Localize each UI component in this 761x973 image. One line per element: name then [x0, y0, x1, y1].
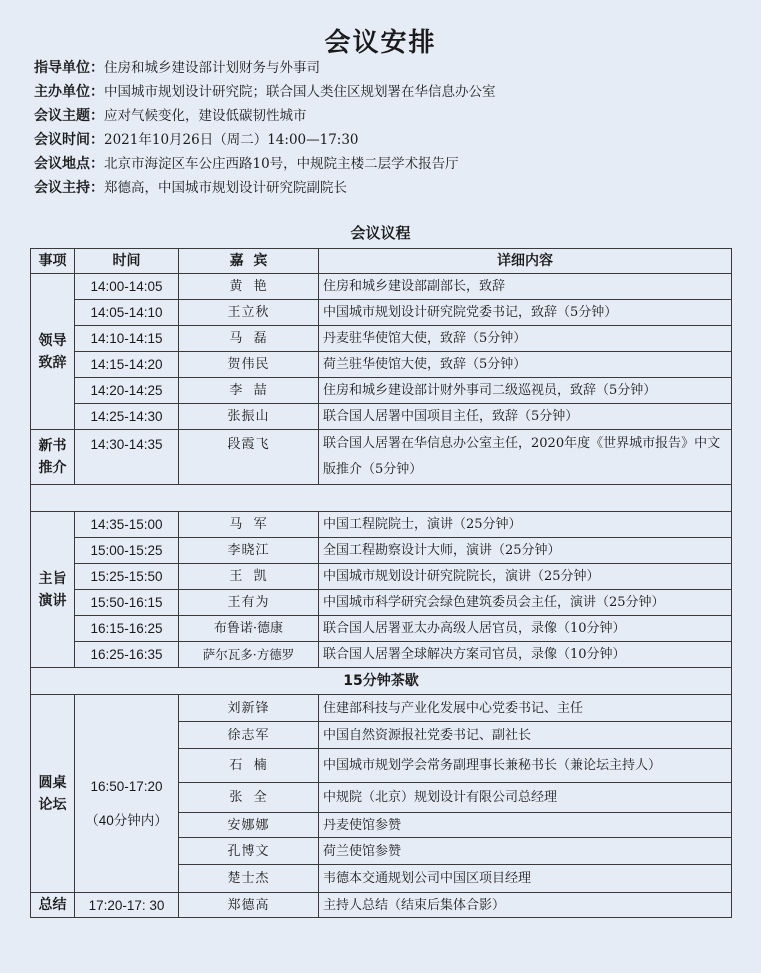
time-cell: 14:05-14:10 — [75, 300, 179, 326]
guest-cell: 马 军 — [179, 512, 319, 538]
table-row — [31, 326, 732, 352]
meta-value: 住房和城乡建设部计划财务与外事司 — [104, 60, 320, 76]
guest-cell: 孔博文 — [179, 838, 319, 865]
meta-label: 会议地点： — [34, 156, 104, 172]
detail-cell: 荷兰驻华使馆大使，致辞（5分钟） — [319, 352, 732, 378]
detail-cell: 全国工程勘察设计大师，演讲（25分钟） — [319, 538, 732, 564]
guest-cell: 刘新锋 — [179, 695, 319, 722]
guest-cell: 萨尔瓦多·方德罗 — [179, 642, 319, 668]
guest-cell: 楚士杰 — [179, 865, 319, 893]
guest-cell: 郑德高 — [179, 893, 319, 918]
meta-label: 会议时间： — [34, 132, 104, 148]
detail-cell: 韦德本交通规划公司中国区项目经理 — [319, 865, 732, 893]
detail-cell: 荷兰使馆参赞 — [319, 838, 732, 865]
time-cell: 15:25-15:50 — [75, 564, 179, 590]
meta-label: 主办单位： — [34, 84, 104, 100]
tea-break-label: 15分钟茶歇 — [31, 668, 732, 695]
roundtable-time-cell — [75, 695, 179, 893]
guest-cell: 李 喆 — [179, 378, 319, 404]
guest-cell: 王 凯 — [179, 564, 319, 590]
table-row — [31, 274, 732, 300]
detail-cell: 中国城市规划设计研究院党委书记，致辞（5分钟） — [319, 300, 732, 326]
table-row — [31, 352, 732, 378]
table-row — [31, 300, 732, 326]
time-cell: 15:00-15:25 — [75, 538, 179, 564]
guest-cell: 黄 艳 — [179, 274, 319, 300]
guest-cell: 李晓江 — [179, 538, 319, 564]
separator-cell — [31, 485, 732, 512]
category-summary: 总结 — [31, 893, 75, 918]
table-row — [31, 538, 732, 564]
time-cell: 14:30-14:35 — [75, 430, 179, 485]
table-row — [31, 512, 732, 538]
table-row — [31, 590, 732, 616]
category-keynote: 主旨演讲 — [31, 512, 75, 668]
detail-cell: 联合国人居署在华信息办公室主任，2020年度《世界城市报告》中文版推介（5分钟） — [319, 430, 732, 485]
category-roundtable: 圆桌论坛 — [31, 695, 75, 893]
guest-cell: 王立秋 — [179, 300, 319, 326]
time-cell: 15:50-16:15 — [75, 590, 179, 616]
time-cell: 14:35-15:00 — [75, 512, 179, 538]
detail-cell: 中国工程院院士，演讲（25分钟） — [319, 512, 732, 538]
separator-row — [31, 485, 732, 512]
table-row — [31, 430, 732, 485]
guest-cell: 布鲁诺·德康 — [179, 616, 319, 642]
table-row — [31, 564, 732, 590]
page-title: 会议安排 — [324, 28, 437, 58]
detail-cell: 联合国人居署全球解决方案司官员，录像（10分钟） — [319, 642, 732, 668]
category-welcome: 领导致辞 — [31, 274, 75, 430]
table-row — [31, 893, 732, 918]
guest-cell: 王有为 — [179, 590, 319, 616]
meta-value: 2021年10月26日（周二）14:00—17:30 — [104, 132, 359, 148]
table-row — [31, 378, 732, 404]
time-cell: 16:25-16:35 — [75, 642, 179, 668]
detail-cell: 中国自然资源报社党委书记、副社长 — [319, 722, 732, 749]
detail-cell: 主持人总结（结束后集体合影） — [319, 893, 732, 918]
detail-cell: 丹麦驻华使馆大使，致辞（5分钟） — [319, 326, 732, 352]
guest-cell: 张振山 — [179, 404, 319, 430]
meta-value: 郑德高，中国城市规划设计研究院副院长 — [104, 180, 347, 196]
tea-break-row — [31, 668, 732, 695]
meta-moderator — [34, 176, 754, 200]
header-detail: 详细内容 — [319, 249, 732, 274]
detail-cell: 住房和城乡建设部计财外事司二级巡视员，致辞（5分钟） — [319, 378, 732, 404]
time-cell: 14:25-14:30 — [75, 404, 179, 430]
time-cell: 17:20-17: 30 — [75, 893, 179, 918]
meta-label: 会议主持： — [34, 180, 104, 196]
detail-cell: 联合国人居署中国项目主任，致辞（5分钟） — [319, 404, 732, 430]
guest-cell: 贺伟民 — [179, 352, 319, 378]
guest-cell: 张 全 — [179, 783, 319, 813]
detail-cell: 中国城市规划设计研究院院长，演讲（25分钟） — [319, 564, 732, 590]
table-header-row — [31, 249, 732, 274]
detail-cell: 联合国人居署亚太办高级人居官员，录像（10分钟） — [319, 616, 732, 642]
header-item: 事项 — [31, 249, 75, 274]
detail-cell: 住房和城乡建设部副部长，致辞 — [319, 274, 732, 300]
meta-host-unit — [34, 80, 754, 104]
time-cell: 16:15-16:25 — [75, 616, 179, 642]
meta-guide-unit — [34, 56, 754, 80]
time-cell: 14:10-14:15 — [75, 326, 179, 352]
header-time: 时间 — [75, 249, 179, 274]
meta-value: 北京市海淀区车公庄西路10号，中规院主楼二层学术报告厅 — [104, 156, 459, 172]
detail-cell: 中国城市科学研究会绿色建筑委员会主任，演讲（25分钟） — [319, 590, 732, 616]
time-cell: 14:15-14:20 — [75, 352, 179, 378]
meta-value: 中国城市规划设计研究院；联合国人类住区规划署在华信息办公室 — [104, 84, 496, 100]
table-row — [31, 642, 732, 668]
table-row — [31, 695, 732, 722]
category-book: 新书推介 — [31, 430, 75, 485]
header-guest: 嘉 宾 — [179, 249, 319, 274]
roundtable-time: 16:50-17:20 — [90, 778, 163, 794]
meta-value: 应对气候变化，建设低碳韧性城市 — [104, 108, 307, 124]
time-cell: 14:00-14:05 — [75, 274, 179, 300]
table-row — [31, 616, 732, 642]
time-cell: 14:20-14:25 — [75, 378, 179, 404]
guest-cell: 马 磊 — [179, 326, 319, 352]
detail-cell: 中国城市规划学会常务副理事长兼秘书长（兼论坛主持人） — [319, 749, 732, 783]
meta-theme — [34, 104, 754, 128]
meta-location — [34, 152, 754, 176]
meeting-info — [34, 56, 754, 200]
guest-cell: 段霞飞 — [179, 430, 319, 485]
guest-cell: 徐志军 — [179, 722, 319, 749]
schedule-title: 会议议程 — [350, 224, 411, 242]
detail-cell: 丹麦使馆参赞 — [319, 813, 732, 838]
roundtable-duration: （40分钟内） — [85, 812, 168, 828]
detail-cell: 中规院（北京）规划设计有限公司总经理 — [319, 783, 732, 813]
table-row — [31, 404, 732, 430]
detail-cell: 住建部科技与产业化发展中心党委书记、主任 — [319, 695, 732, 722]
meta-label: 指导单位： — [34, 60, 104, 76]
schedule-table — [30, 248, 732, 918]
meta-time — [34, 128, 754, 152]
meta-label: 会议主题： — [34, 108, 104, 124]
guest-cell: 石 楠 — [179, 749, 319, 783]
guest-cell: 安娜娜 — [179, 813, 319, 838]
